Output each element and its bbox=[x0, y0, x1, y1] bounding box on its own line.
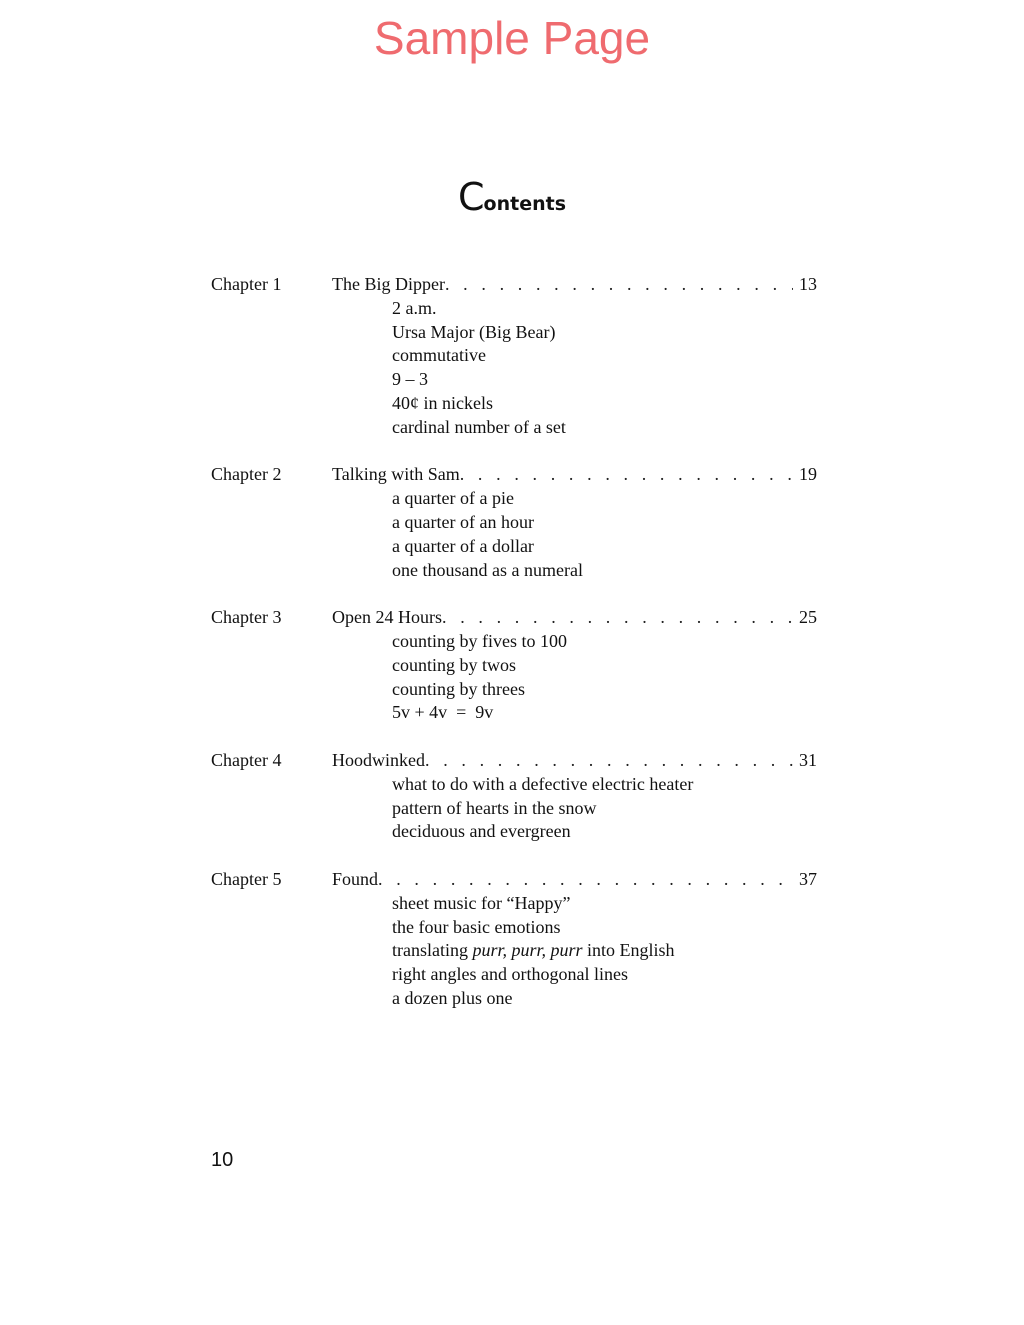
chapter-title-row[interactable] bbox=[332, 463, 817, 487]
topic-item: cardinal number of a set bbox=[392, 416, 566, 437]
topic-text: translating bbox=[392, 940, 473, 961]
chapter-title: Found bbox=[332, 868, 379, 889]
topic-item: pattern of hearts in the snow bbox=[392, 797, 597, 818]
topic-item: the four basic emotions bbox=[392, 916, 561, 937]
topic-item: 40¢ in nickels bbox=[392, 392, 493, 413]
contents-heading bbox=[0, 172, 1024, 230]
chapter-label: Chapter 4 bbox=[211, 749, 282, 770]
chapter-page-number: 37 bbox=[793, 868, 817, 892]
contents-heading-initial: C bbox=[457, 175, 485, 219]
topic-item: sheet music for “Happy” bbox=[392, 892, 571, 913]
chapter-page-number: 31 bbox=[793, 749, 817, 773]
page-number: 10 bbox=[211, 1149, 234, 1171]
dot-leader bbox=[445, 273, 793, 297]
chapter-label: Chapter 3 bbox=[211, 607, 282, 628]
chapter-title-row[interactable] bbox=[332, 868, 817, 892]
contents-heading-rest: ontents bbox=[483, 193, 566, 215]
chapter-title-row[interactable] bbox=[332, 749, 817, 773]
chapter-label: Chapter 1 bbox=[211, 274, 282, 294]
chapter-row bbox=[211, 749, 817, 773]
topic-item: 2 a.m. bbox=[392, 297, 437, 318]
dot-leader bbox=[442, 606, 793, 630]
chapter-entry-3 bbox=[211, 606, 817, 725]
dot-leader bbox=[425, 749, 793, 773]
topic-item: Ursa Major (Big Bear) bbox=[392, 321, 556, 342]
topic-item: commutative bbox=[392, 345, 486, 366]
chapter-title: The Big Dipper bbox=[332, 274, 445, 294]
chapter-row bbox=[211, 273, 817, 297]
topic-item: 5v + 4v = 9v bbox=[392, 702, 494, 723]
topic-item: 9 – 3 bbox=[392, 369, 428, 390]
topic-text: into English bbox=[582, 940, 675, 961]
chapter-entry-5 bbox=[211, 868, 817, 1011]
topic-item: a dozen plus one bbox=[392, 987, 513, 1008]
topic-item: counting by threes bbox=[392, 678, 525, 699]
topic-item-with-italic bbox=[392, 939, 817, 963]
chapter-label: Chapter 2 bbox=[211, 464, 282, 485]
chapter-row bbox=[211, 868, 817, 892]
chapter-title: Hoodwinked bbox=[332, 749, 425, 770]
topic-italic-text: purr, purr, purr bbox=[472, 940, 583, 961]
sample-page-watermark: Sample Page bbox=[373, 12, 651, 64]
chapter-title-row[interactable] bbox=[332, 606, 817, 630]
chapter-entry-1 bbox=[211, 273, 817, 440]
chapter-entry-4 bbox=[211, 749, 817, 844]
chapter-title: Open 24 Hours bbox=[332, 607, 442, 628]
topic-item: a quarter of a dollar bbox=[392, 535, 534, 556]
topic-item: one thousand as a numeral bbox=[392, 559, 583, 580]
chapter-page-number: 19 bbox=[793, 463, 817, 487]
topic-item: counting by fives to 100 bbox=[392, 630, 567, 651]
dot-leader bbox=[460, 463, 793, 487]
chapter-row bbox=[211, 606, 817, 630]
chapter-entry-2 bbox=[211, 463, 817, 582]
topic-item: a quarter of a pie bbox=[392, 488, 514, 509]
table-of-contents bbox=[211, 273, 817, 1035]
chapter-row bbox=[211, 463, 817, 487]
chapter-label: Chapter 5 bbox=[211, 868, 282, 889]
chapter-page-number: 13 bbox=[793, 273, 817, 297]
topic-item: right angles and orthogonal lines bbox=[392, 964, 628, 985]
topic-item: a quarter of an hour bbox=[392, 511, 534, 532]
topic-item: deciduous and evergreen bbox=[392, 821, 571, 842]
topic-item: counting by twos bbox=[392, 654, 516, 675]
topic-item: what to do with a defective electric heater bbox=[392, 773, 694, 794]
chapter-title: Talking with Sam bbox=[332, 464, 460, 485]
dot-leader bbox=[378, 868, 793, 892]
chapter-title-row[interactable] bbox=[332, 273, 817, 297]
chapter-page-number: 25 bbox=[793, 606, 817, 630]
